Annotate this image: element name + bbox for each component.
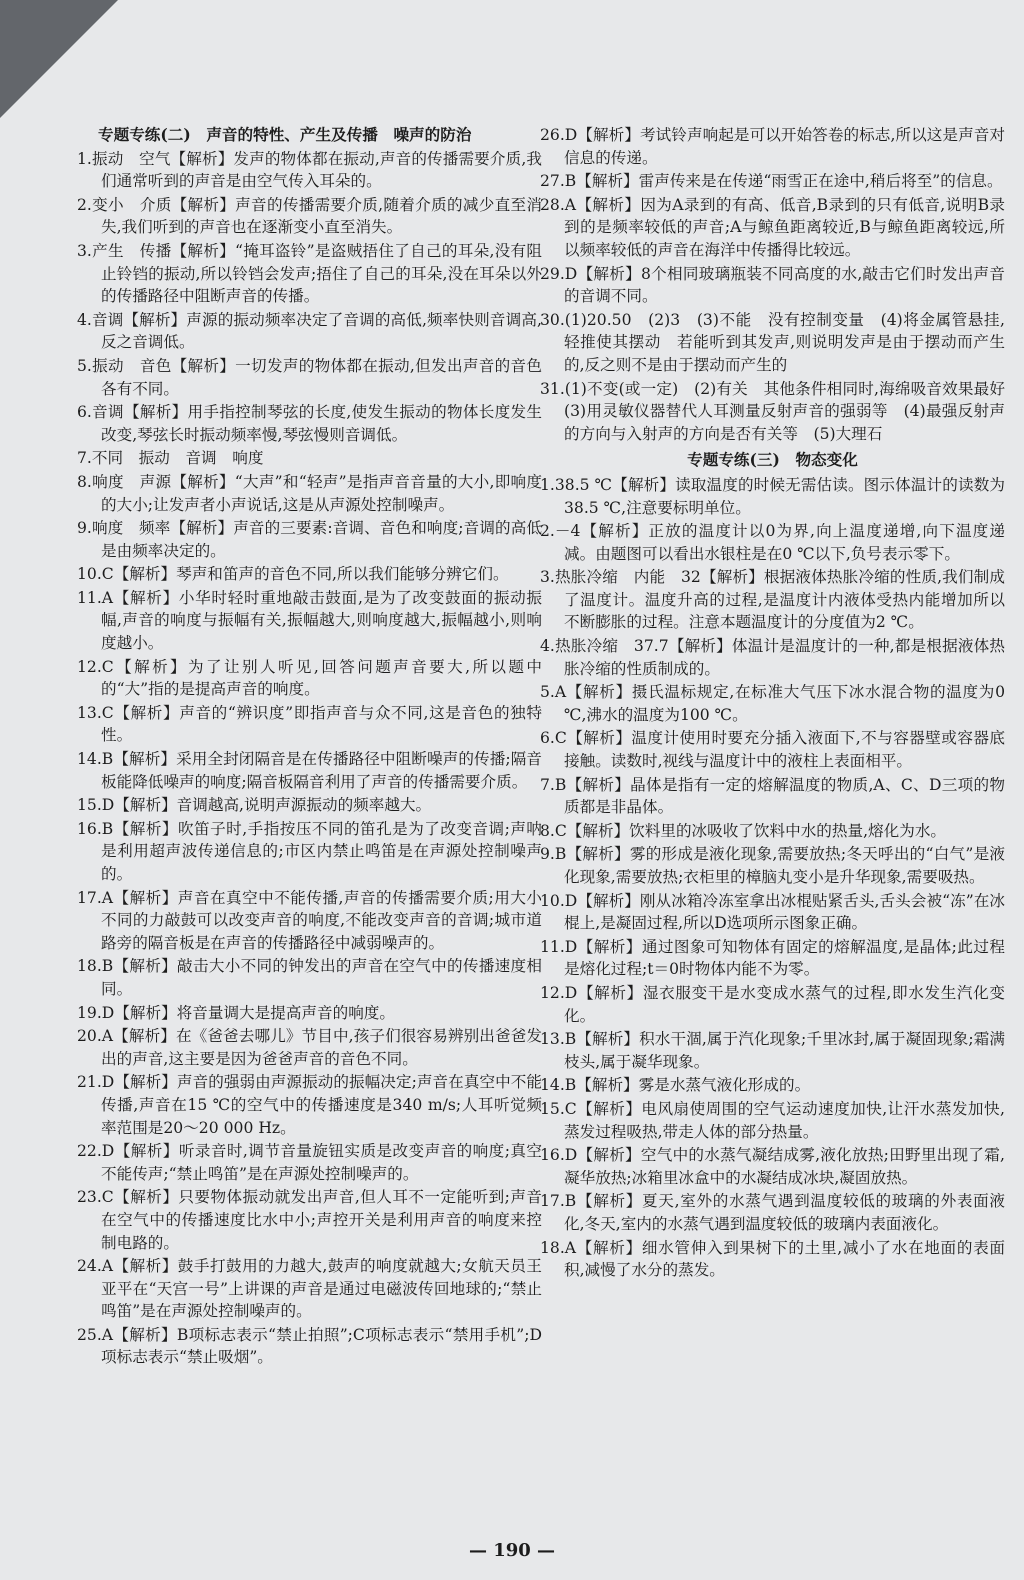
answer-item: 9.响度 频率【解析】声音的三要素:音调、音色和响度;音调的高低是由频率决定的。 <box>77 519 542 560</box>
right-column <box>540 124 1021 1283</box>
answer-item: 16.D【解析】空气中的水蒸气凝结成雾,液化放热;田野里出现了霜,凝华放热;冰箱里冰盒中的水凝结成冰块,凝固放热。 <box>540 1146 1005 1187</box>
answer-item: 30.(1)20.50 (2)3 (3)不能 没有控制变量 (4)将金属管悬挂,轻推使其摆动 若能听到其发声,则说明发声是由于摆动而产生的,反之则不是由于摆动而产生的 <box>540 310 1005 374</box>
answer-item: 22.D【解析】听录音时,调节音量旋钮实质是改变声音的响度;真空不能传声;“禁止鸣笛”是在声源处控制噪声的。 <box>77 1142 542 1183</box>
answer-item: 6.C【解析】温度计使用时要充分插入液面下,不与容器壁或容器底接触。读数时,视线与温度计中的液柱上表面相平。 <box>540 729 1005 771</box>
answer-item: 1.振动 空气【解析】发声的物体都在振动,声音的传播需要介质,我们通常听到的声音是由空气传入耳朵的。 <box>77 149 542 191</box>
answer-item: 11.A【解析】小华时轻时重地敲击鼓面,是为了改变鼓面的振动振幅,声音的响度与振幅有关,振幅越大,则响度越大,振幅越小,则响度越小。 <box>77 588 542 653</box>
answer-item: 24.A【解析】鼓手打鼓用的力越大,鼓声的响度就越大;女航天员王亚平在“天宫一号”上讲课的声音是通过电磁波传回地球的;“禁止鸣笛”是在声源处控制噪声的。 <box>77 1257 542 1321</box>
answer-item: 2.变小 介质【解析】声音的传播需要介质,随着介质的减少直至消失,我们听到的声音也在逐渐变小直至消失。 <box>77 195 542 237</box>
answer-item: 10.C【解析】琴声和笛声的音色不同,所以我们能够分辨它们。 <box>77 565 509 584</box>
answer-list <box>540 474 1005 1282</box>
answer-item: 21.D【解析】声音的强弱由声源振动的振幅决定;声音在真空中不能传播,声音在15 ℃的空气中的传播速度是340 m/s;人耳听觉频率范围是20～20 000 Hz。 <box>77 1073 542 1137</box>
page-number: — 190 — <box>468 1540 556 1561</box>
answer-item: 5.A【解析】摄氏温标规定,在标准大气压下冰水混合物的温度为0 ℃,沸水的温度为100 ℃。 <box>540 683 1005 724</box>
answer-item: 7.不同 振动 音调 响度 <box>77 449 264 468</box>
answer-item: 13.C【解析】声音的“辨识度”即指声音与众不同,这是音色的独特性。 <box>77 703 542 745</box>
answer-item: 17.B【解析】夏天,室外的水蒸气遇到温度较低的玻璃的外表面液化,冬天,室内的水蒸气遇到温度较低的玻璃内表面液化。 <box>540 1192 1005 1233</box>
answer-list <box>77 148 542 1369</box>
section-title: 专题专练(三) 物态变化 <box>687 450 858 470</box>
answer-item: 12.C【解析】为了让别人听见,回答问题声音要大,所以题中的“大”指的是提高声音的响度。 <box>77 657 542 699</box>
answer-list <box>540 124 1021 445</box>
left-column <box>77 124 542 1370</box>
answer-item: 15.D【解析】音调越高,说明声源振动的频率越大。 <box>77 796 432 815</box>
answer-item: 26.D【解析】考试铃声响起是可以开始答卷的标志,所以这是声音对信息的传递。 <box>540 126 1005 167</box>
answer-item: 3.热胀冷缩 内能 32【解析】根据液体热胀冷缩的性质,我们制成了温度计。温度升高的过程,是温度计内液体受热内能增加所以不断膨胀的过程。注意本题温度计的分度值为2 ℃。 <box>540 568 1005 632</box>
answer-item: 8.响度 声源【解析】“大声”和“轻声”是指声音音量的大小,即响度的大小;让发声者小声说话,这是从声源处控制噪声。 <box>77 472 542 514</box>
answer-item: 27.B【解析】雷声传来是在传递“雨雪正在途中,稍后将至”的信息。 <box>540 172 1003 191</box>
answer-item: 2.－4【解析】正放的温度计以0为界,向上温度递增,向下温度递减。由题图可以看出水银柱是在0 ℃以下,负号表示零下。 <box>540 522 1005 563</box>
answer-item: 7.B【解析】晶体是指有一定的熔解温度的物质,A、C、D三项的物质都是非晶体。 <box>540 775 1005 817</box>
answer-item: 14.B【解析】采用全封闭隔音是在传播路径中阻断噪声的传播;隔音板能降低噪声的响度;隔音板隔音利用了声音的传播需要介质。 <box>77 750 542 791</box>
folded-corner <box>0 0 118 118</box>
answer-item: 20.A【解析】在《爸爸去哪儿》节目中,孩子们很容易辨别出爸爸发出的声音,这主要是因为爸爸声音的音色不同。 <box>77 1027 542 1068</box>
answer-item: 23.C【解析】只要物体振动就发出声音,但人耳不一定能听到;声音在空气中的传播速度比水中小;声控开关是利用声音的响度来控制电路的。 <box>77 1188 542 1252</box>
answer-item: 28.A【解析】因为A录到的有高、低音,B录到的只有低音,说明B录到的是频率较低的声音;A与鲸鱼距离较近,B与鲸鱼距离较远,所以频率较低的声音在海洋中传播得比较远。 <box>540 195 1005 259</box>
answer-item: 9.B【解析】雾的形成是液化现象,需要放热;冬天呼出的“白气”是液化现象,需要放热;衣柜里的樟脑丸变小是升华现象,需要吸热。 <box>540 845 1005 886</box>
answer-item: 16.B【解析】吹笛子时,手指按压不同的笛孔是为了改变音调;声呐是利用超声波传递信息的;市区内禁止鸣笛是在声源处控制噪声的。 <box>77 819 542 883</box>
answer-item: 12.D【解析】湿衣服变干是水变成水蒸气的过程,即水发生汽化变化。 <box>540 983 1005 1025</box>
answer-item: 18.B【解析】敲击大小不同的钟发出的声音在空气中的传播速度相同。 <box>77 957 542 998</box>
answer-item: 5.振动 音色【解析】一切发声的物体都在振动,但发出声音的音色各有不同。 <box>77 356 542 398</box>
answer-item: 4.热胀冷缩 37.7【解析】体温计是温度计的一种,都是根据液体热胀冷缩的性质制成的。 <box>540 637 1005 678</box>
answer-item: 3.产生 传播【解析】“掩耳盗铃”是盗贼捂住了自己的耳朵,没有阻止铃铛的振动,所以铃铛会发声;捂住了自己的耳朵,没在耳朵以外的传播路径中阻断声音的传播。 <box>77 241 542 306</box>
section-title: 专题专练(二) 声音的特性、产生及传播 噪声的防治 <box>98 125 472 144</box>
answer-item: 25.A【解析】B项标志表示“禁止拍照”;C项标志表示“禁用手机”;D项标志表示“禁止吸烟”。 <box>77 1325 542 1367</box>
answer-item: 14.B【解析】雾是水蒸气液化形成的。 <box>540 1076 811 1095</box>
answer-item: 6.音调【解析】用手指控制琴弦的长度,使发生振动的物体长度发生改变,琴弦长时振动频率慢,琴弦慢则音调低。 <box>77 403 542 444</box>
answer-item: 13.B【解析】积水干涸,属于汽化现象;千里冰封,属于凝固现象;霜满枝头,属于凝华现象。 <box>540 1030 1005 1071</box>
answer-item: 29.D【解析】8个相同玻璃瓶装不同高度的水,敲击它们时发出声音的音调不同。 <box>540 264 1005 306</box>
answer-item: 31.(1)不变(或一定) (2)有关 其他条件相同时,海绵吸音效果最好 (3)用灵敏仪器替代人耳测量反射声音的强弱等 (4)最强反射声的方向与入射声的方向是否有关等 (5)大理石 <box>540 379 1021 443</box>
answer-item: 4.音调【解析】声源的振动频率决定了音调的高低,频率快则音调高,反之音调低。 <box>77 310 542 352</box>
answer-item: 18.A【解析】细水管伸入到果树下的土里,减小了水在地面的表面积,减慢了水分的蒸发。 <box>540 1238 1005 1280</box>
answer-item: 10.D【解析】刚从冰箱冷冻室拿出冰棍贴紧舌头,舌头会被“冻”在冰棍上,是凝固过程,所以D选项所示图象正确。 <box>540 891 1005 933</box>
answer-item: 11.D【解析】通过图象可知物体有固定的熔解温度,是晶体;此过程是熔化过程;t＝0时物体内能不为零。 <box>540 937 1005 979</box>
answer-item: 15.C【解析】电风扇使周围的空气运动速度加快,让汗水蒸发加快,蒸发过程吸热,带走人体的部分热量。 <box>540 1099 1005 1141</box>
answer-item: 8.C【解析】饮料里的冰吸收了饮料中水的热量,熔化为水。 <box>540 821 947 840</box>
answer-item: 19.D【解析】将音量调大是提高声音的响度。 <box>77 1003 395 1022</box>
answer-item: 1.38.5 ℃【解析】读取温度的时候无需估读。图示体温计的读数为38.5 ℃,注意要标明单位。 <box>540 475 1005 517</box>
answer-item: 17.A【解析】声音在真空中不能传播,声音的传播需要介质;用大小不同的力敲鼓可以改变声音的响度,不能改变声音的音调;城市道路旁的隔音板是在声音的传播路径中减弱噪声的。 <box>77 888 542 952</box>
